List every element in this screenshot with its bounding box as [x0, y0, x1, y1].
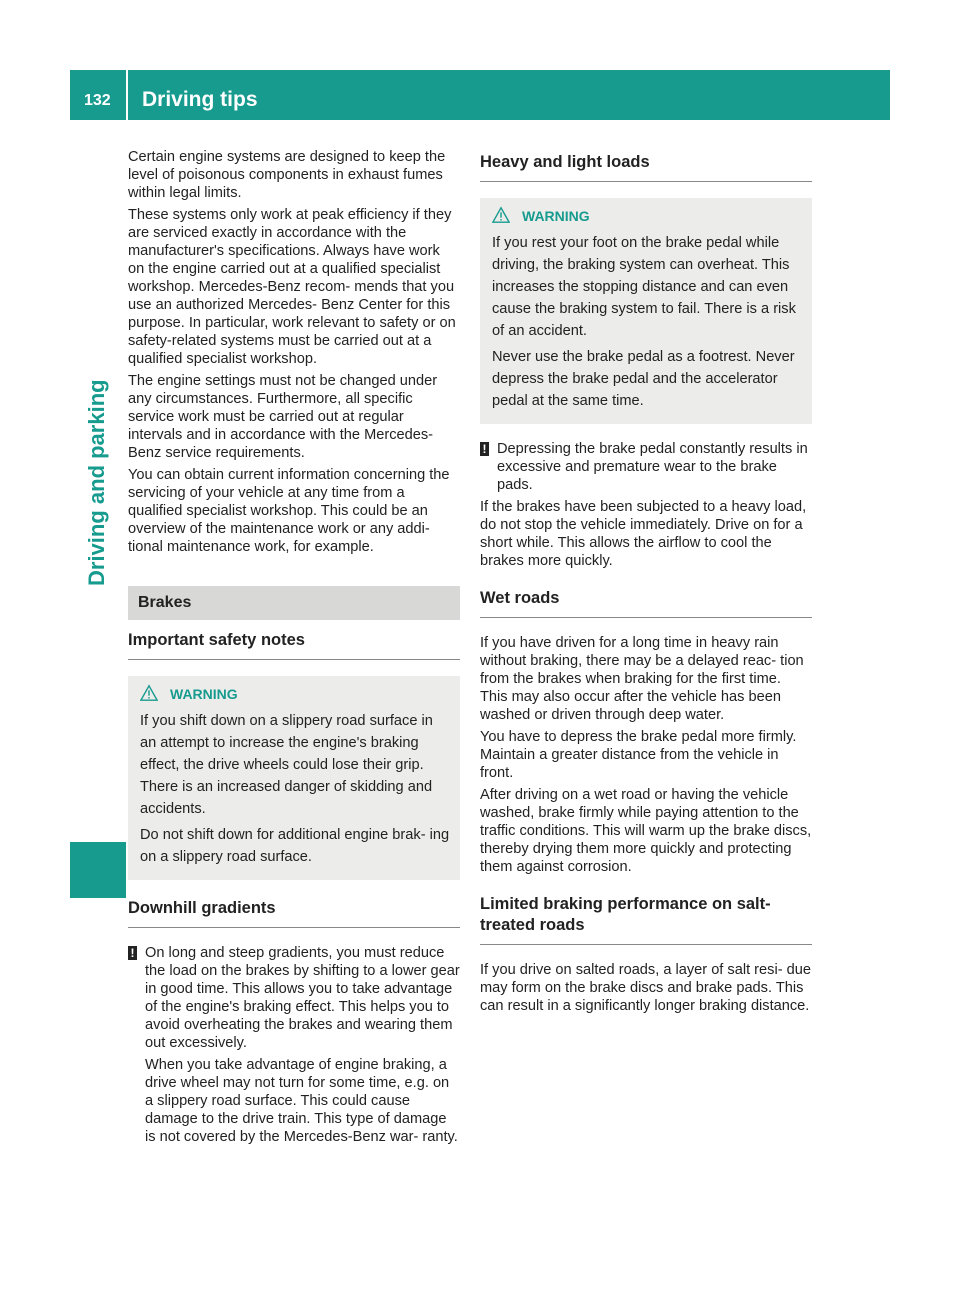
page-title: Driving tips — [142, 88, 258, 111]
paragraph: These systems only work at peak efficiency if they are serviced exactly in accordance with the manufacturer's specifications. Always have work on the engine carried out at a qualified specialist workshop. Mercedes-Benz recom- mends that you use an authorized Mercedes- Benz Center for this purpose. In particular, work relevant to safety or on safety-related systems must be carried out at a qualified specialist workshop. — [128, 207, 456, 367]
paragraph: You can obtain current information concerning the servicing of your vehicle at any time from a qualified specialist workshop. This could be an overview of the maintenance work or any addi- tional maintenance work, for example. — [128, 467, 450, 555]
right-column — [480, 148, 812, 1019]
paragraph: Certain engine systems are designed to keep the level of poisonous components in exhaust fumes within legal limits. — [128, 149, 446, 201]
warning-text: If you shift down on a slippery road surface in an attempt to increase the engine's braking effect, the drive wheels could lose their grip. There is an increased danger of skidding and accidents. — [140, 713, 433, 817]
notice — [480, 440, 812, 494]
notice-text: Depressing the brake pedal constantly results in excessive and premature wear to the brake pads. — [497, 441, 808, 493]
warning-text: Do not shift down for additional engine brak- ing on a slippery road surface. — [140, 827, 450, 865]
warning-triangle-icon — [140, 684, 158, 702]
safety-notes-heading: Important safety notes — [128, 630, 460, 660]
paragraph: You have to depress the brake pedal more firmly. Maintain a greater distance from the vehicle in front. — [480, 729, 797, 781]
exclamation-icon: ! — [128, 946, 137, 960]
warning-title — [170, 686, 450, 702]
salt-roads-heading: Limited braking performance on salt- treated roads — [480, 894, 812, 945]
paragraph: After driving on a wet road or having the vehicle washed, brake firmly while paying attention to the traffic conditions. This will warm up the brake discs, thereby drying them more quickly and protecting them against corrosion. — [480, 787, 812, 875]
paragraph: The engine settings must not be changed under any circumstances. Furthermore, all specific service work must be carried out at regular intervals and in accordance with the Mercedes- Benz service requirements. — [128, 373, 438, 461]
loads-heading: Heavy and light loads — [480, 152, 812, 182]
paragraph: If you have driven for a long time in heavy rain without braking, there may be a delayed reac- tion from the brakes when braking for the first time. This may also occur after the vehicle has been washed or driven through deep water. — [480, 635, 804, 723]
notice — [128, 944, 460, 1146]
warning-title — [522, 208, 802, 224]
side-marker-block — [70, 842, 126, 898]
warning-triangle-icon — [492, 206, 510, 224]
paragraph: If the brakes have been subjected to a heavy load, do not stop the vehicle immediately. Drive on for a short while. This allows the airflow to cool the brakes more quickly. — [480, 499, 807, 569]
page-number: 132 — [84, 92, 111, 109]
warning-text: Never use the brake pedal as a footrest. Never depress the brake pedal and the accelerator pedal at the same time. — [492, 349, 795, 409]
warning-text: If you rest your foot on the brake pedal while driving, the braking system can overheat. This increases the stopping distance and can even cause the braking system to fail. There is a risk of an accident. — [492, 235, 796, 339]
exclamation-icon: ! — [480, 442, 489, 456]
section-side-tab: Driving and parking — [84, 379, 109, 586]
paragraph: If you drive on salted roads, a layer of salt resi- due may form on the brake discs and brake pads. This can result in a significantly longer braking distance. — [480, 962, 811, 1014]
warning-label: WARNING — [170, 686, 238, 702]
warning-box — [480, 198, 812, 424]
brakes-section-heading: Brakes — [128, 586, 460, 620]
notice-text: On long and steep gradients, you must reduce the load on the brakes by shifting to a lower gear in good time. This allows you to take advantage of the engine's braking effect. This helps you to avoid overheating the brakes and wearing them out excessively. — [145, 945, 460, 1051]
header-divider — [126, 70, 128, 120]
notice-text: When you take advantage of engine braking, a drive wheel may not turn for some time, e.g. on a slippery road surface. This could cause damage to the drive train. This type of damage is not covered by the Mercedes-Benz war- ranty. — [145, 1057, 458, 1145]
warning-box — [128, 676, 460, 880]
warning-label: WARNING — [522, 208, 590, 224]
left-column — [128, 148, 460, 1150]
downhill-heading: Downhill gradients — [128, 898, 460, 928]
wet-roads-heading: Wet roads — [480, 588, 812, 618]
